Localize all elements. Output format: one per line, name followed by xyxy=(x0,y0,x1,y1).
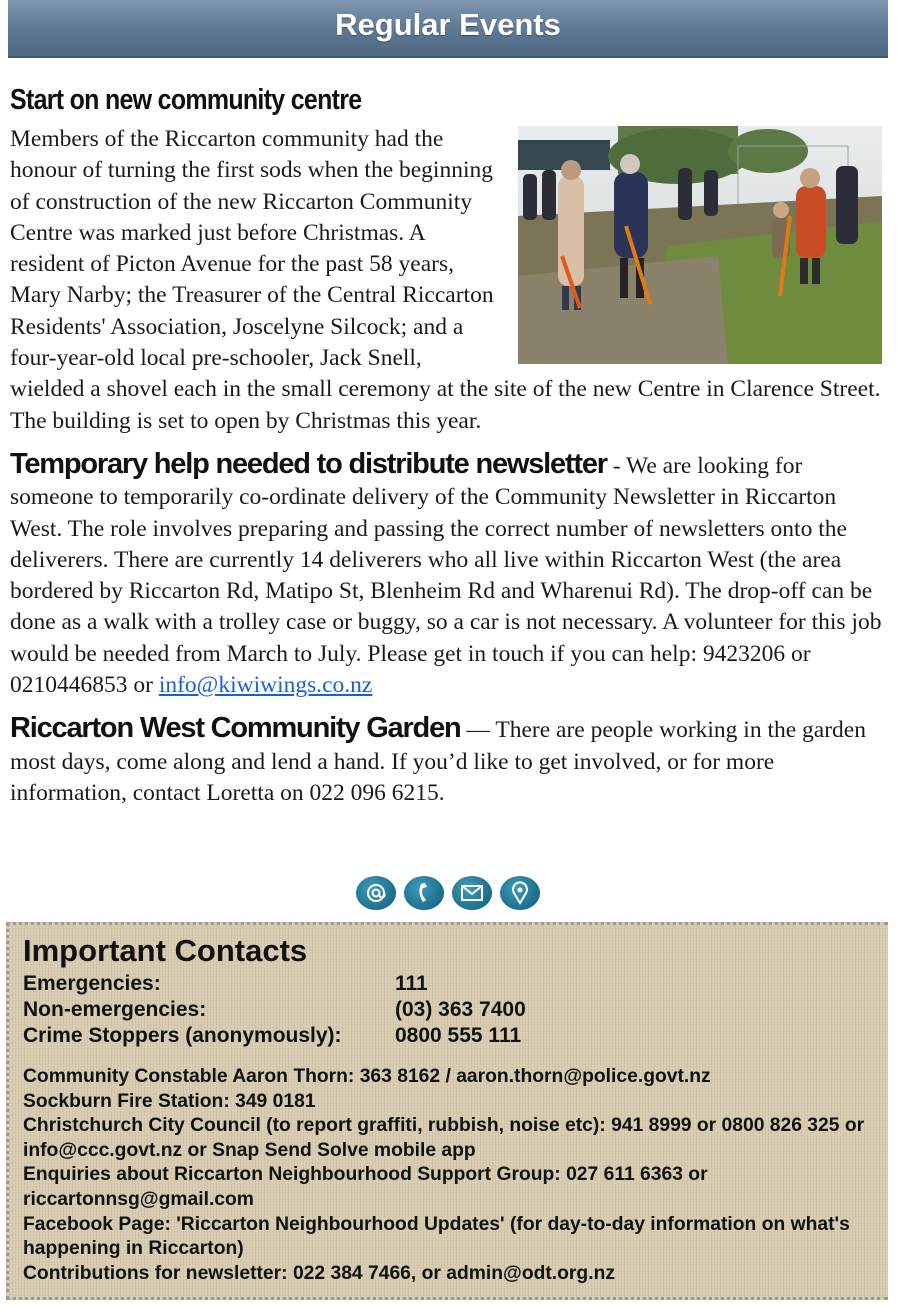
contacts-title: Important Contacts xyxy=(23,933,308,968)
article-title: Start on new community centre xyxy=(10,84,362,116)
location-pin-icon[interactable] xyxy=(500,876,540,910)
newsletter-help-title: Temporary help needed to distribute newsletter xyxy=(10,447,607,480)
contact-row-non-emergencies xyxy=(23,997,526,1023)
contact-label: Non-emergencies: xyxy=(23,998,207,1021)
contact-line: Contributions for newsletter: 022 384 7466, or admin@odt.org.nz xyxy=(23,1262,615,1284)
article-body: Members of the Riccarton community had the honour of turning the first sods when the beginning of construction of the new Riccarton Community Centre was marked just before Christmas. A resident of Picton Avenue for the past 58 years, Mary Narby; the Treasurer of the Central Riccarton Residents' Association, Joscelyne Silcock; and a four-year-old local pre-schooler, Jack Snell, wielded a shovel each in the small ceremony at the site of the new Centre in Clarence Street. The building is set to open by Christmas this year. xyxy=(10,126,881,434)
garden-paragraph xyxy=(10,713,882,809)
at-icon[interactable] xyxy=(356,876,396,910)
contact-icon-row xyxy=(356,876,540,910)
contact-line: Christchurch City Council (to report graffiti, rubbish, noise etc): 941 8999 or 0800 826 325 or info@ccc.govt.nz or Snap Send Solve mobile app xyxy=(23,1115,865,1161)
contact-label: Crime Stoppers (anonymously): xyxy=(23,1024,342,1047)
section-banner: Regular Events xyxy=(8,0,888,58)
contact-value: 111 xyxy=(395,972,428,995)
title-separator: — xyxy=(460,717,496,744)
newsletter-help-paragraph xyxy=(10,449,882,701)
title-separator: - xyxy=(606,452,627,479)
garden-title: Riccarton West Community Garden xyxy=(10,712,461,745)
phone-icon[interactable] xyxy=(404,876,444,910)
contact-row-emergencies xyxy=(23,971,428,997)
mail-icon[interactable] xyxy=(452,876,492,910)
contact-row-crime-stoppers xyxy=(23,1023,522,1049)
main-content xyxy=(10,78,882,809)
garden-body: There are people working in the garden most days, come along and lend a hand. If you’d like to get involved, or for more information, contact Loretta on 022 096 6215. xyxy=(10,717,866,806)
contact-line: Facebook Page: 'Riccarton Neighbourhood Updates' (for day-to-day information on what's happening in Riccarton) xyxy=(23,1213,850,1260)
newsletter-help-body: We are looking for someone to temporarily co-ordinate delivery of the Community Newsletter in Riccarton West. The role involves preparing and passing the correct number of newsletters onto the deliverers. There are currently 14 deliverers who all live within Riccarton West (the area bordered by Riccarton Rd, Matipo St, Blenheim Rd and Wharenui Rd). The drop-off can be done as a walk with a trolley case or buggy, so a car is not necessary. A volunteer for this job would be needed from March to July. Please get in touch if you can help: 9423206 or 0210446853 or xyxy=(10,452,882,699)
contact-value: (03) 363 7400 xyxy=(395,998,526,1021)
contact-value: 0800 555 111 xyxy=(395,1024,522,1047)
email-link[interactable]: info@kiwiwings.co.nz xyxy=(158,672,373,699)
contacts-list xyxy=(23,1065,883,1286)
contact-line: Sockburn Fire Station: 349 0181 xyxy=(23,1090,316,1112)
important-contacts-box xyxy=(6,922,888,1300)
contact-line: Community Constable Aaron Thorn: 363 8162 / aaron.thorn@police.govt.nz xyxy=(23,1066,711,1087)
contact-label: Emergencies: xyxy=(23,972,161,995)
groundbreaking-photo xyxy=(518,126,882,364)
contact-line: Enquiries about Riccarton Neighbourhood Support Group: 027 611 6363 or riccartonnsg@gmail.com xyxy=(23,1164,708,1210)
